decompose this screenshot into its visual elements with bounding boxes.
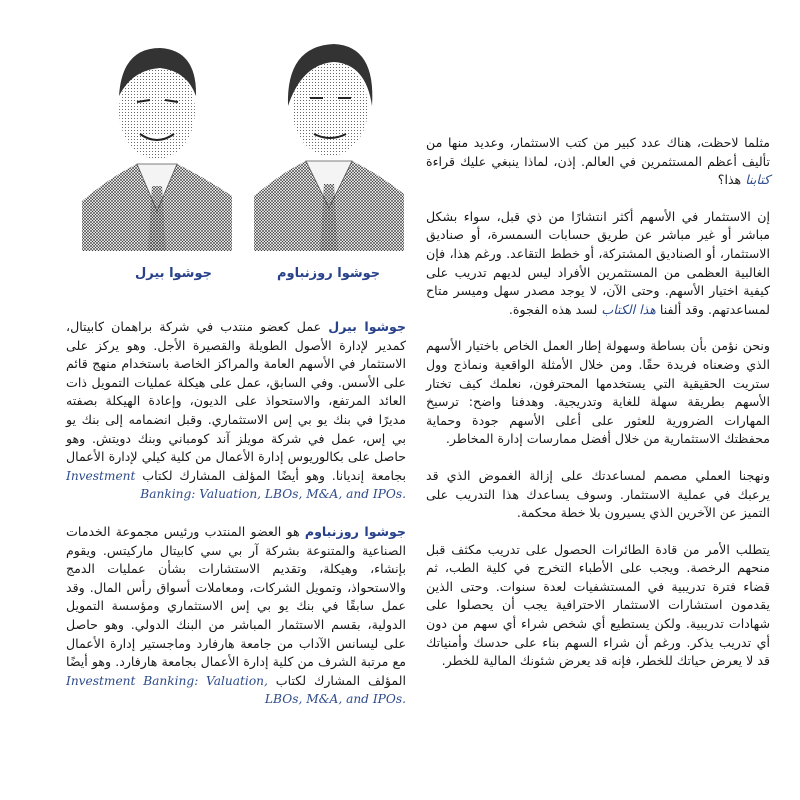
bio-name: جوشوا بيرل — [328, 319, 406, 334]
intro-paragraph — [426, 208, 770, 320]
caption-joshua-rosenbaum: جوشوا روزنباوم — [277, 266, 381, 281]
bio-text: هو العضو المنتدب ورئيس مجموعة الخدمات الصناعية والمتنوعة بشركة آر بي سي كابيتال ماركيتس. ويقوم بإنشاء، وهيكلة، وتقديم الاستشارات بشأن عمليات الدمج والاستحواذ، وتمويل الشركات، ومعاملات أسواق رأس المال. وقد عمل سابقًا في بنك يو بي إس الاستثماري ومؤسسة التمويل الدولية، بقسم الاستثمار المباشر من البنك الدولي. وهو حاصل على ليسانس الآداب من جامعة هارفارد وماجستير إدارة الأعمال مع مرتبة الشرف من كلية إدارة الأعمال بجامعة هارفارد. وهو أيضًا المؤلف المشارك لكتاب — [66, 523, 406, 688]
bio-text: عمل كعضو منتدب في شركة براهمان كابيتال، كمدير لإدارة الأصول الطويلة والقصيرة الأجل. وهو يركز على الاستثمار في الأسهم العامة والمراكز الخاصة باستخدام منهج قائم على الأسس. وفي السابق، عمل على هيكلة عمليات التمويل ذات العائد المرتفع، والاستحواذ على الديون، وإعادة الهيكلة بصفته مديرًا في بنك يو بي إس الاستثماري. وقبل انضمامه إلى بنك يو بي إس، عمل في شركة مويلز آند كومباني وبنك دويتش. وهو حاصل على بكالوريوس إدارة الأعمال من كلية كيلي لإدارة الأعمال بجامعة إنديانا. وهو أيضًا المؤلف المشارك لكتاب — [66, 319, 406, 483]
book-reference: كتابنا — [745, 172, 770, 188]
author-portraits — [82, 36, 402, 251]
bio-joshua-rosenbaum — [66, 523, 406, 709]
paragraph-text: لسد هذه الفجوة. — [508, 301, 598, 317]
paragraph-text: إن الاستثمار في الأسهم أكثر انتشارًا من ذي قبل، سواء بشكل مباشر أو غير مباشر عن طريق حسابات السمسرة، أو صناديق الاستثمار، أو الصناديق المشتركة، أو خطط التقاعد. ورغم هذا، فإن الغالبية العظمى من المستثمرين الأفراد ليس لديهم تدريب على كيفية اختيار الأسهم. وحتى الآن، لا يوجد مصدر سهل وميسر متاح لمساعدتهم. وقد ألفنا — [426, 208, 770, 317]
author-bios-column — [66, 318, 406, 728]
book-title: Investment Banking: Valuation, LBOs, M&A, and IPOs. — [66, 468, 406, 502]
portrait-engraving-icon — [82, 36, 232, 251]
book-reference: هذا الكتاب — [601, 301, 656, 317]
intro-paragraph: ونحن نؤمن بأن بساطة وسهولة إطار العمل الخاص باختيار الأسهم الذي وضعناه فريدة حقًا. ومن خلال الأمثلة الواقعية ونماذج وول ستريت الحقيقية التي يستخدمها المحترفون، نعلمك كيف تختار الأسهم بطريقة سهلة للغاية وتدريجية. وهدفنا واضح: ترسيخ المهارات الضرورية للعثور على أعلى الأسهم جودة وحماية محفظتك الاستثمارية من خلال أفضل ممارسات إدارة المخاطر. — [426, 338, 770, 447]
bio-name: جوشوا روزنباوم — [304, 523, 406, 539]
intro-paragraph: ونهجنا العملي مصمم لمساعدتك على إزالة الغموض الذي قد يرعبك في عملية الاستثمار. وسوف يساعدك هذا التدريب على التميز عن الآخرين الذي يسيرون بلا خطة محكمة. — [426, 467, 770, 521]
paragraph-text: مثلما لاحظت، هناك عدد كبير من كتب الاستثمار، وعديد منها من تأليف أعظم المستثمرين في العالم. إذن، لماذا ينبغي عليك قراءة — [426, 135, 770, 169]
paragraph-text: هذا؟ — [717, 172, 742, 188]
book-title: Investment Banking: Valuation, LBOs, M&A, and IPOs. — [66, 673, 406, 707]
intro-column — [426, 134, 770, 689]
portrait-engraving-icon — [254, 36, 404, 251]
intro-paragraph — [426, 134, 770, 190]
caption-joshua-pearl: جوشوا بيرل — [135, 266, 212, 281]
bio-joshua-pearl — [66, 318, 406, 504]
intro-paragraph: يتطلب الأمر من قادة الطائرات الحصول على تدريب مكثف قبل منحهم الرخصة. ويجب على الأطباء التخرج في كلية الطب، ثم قضاء فترة تدريبية في المستشفيات لعدة سنوات. وحتى الذين يقدمون استشارات الاستثمار الاحترافية يجب أن يحصلوا على شهادات تدريبية. ولكن يستطيع أي شخص شراء أي سهم من دون أي تدريب يذكر. ورغم أن شراء السهم بناء على حدسك وأمنياتك قد لا يعرض حياتك للخطر، فإنه قد يعرض شئونك المالية للخطر. — [426, 541, 770, 669]
